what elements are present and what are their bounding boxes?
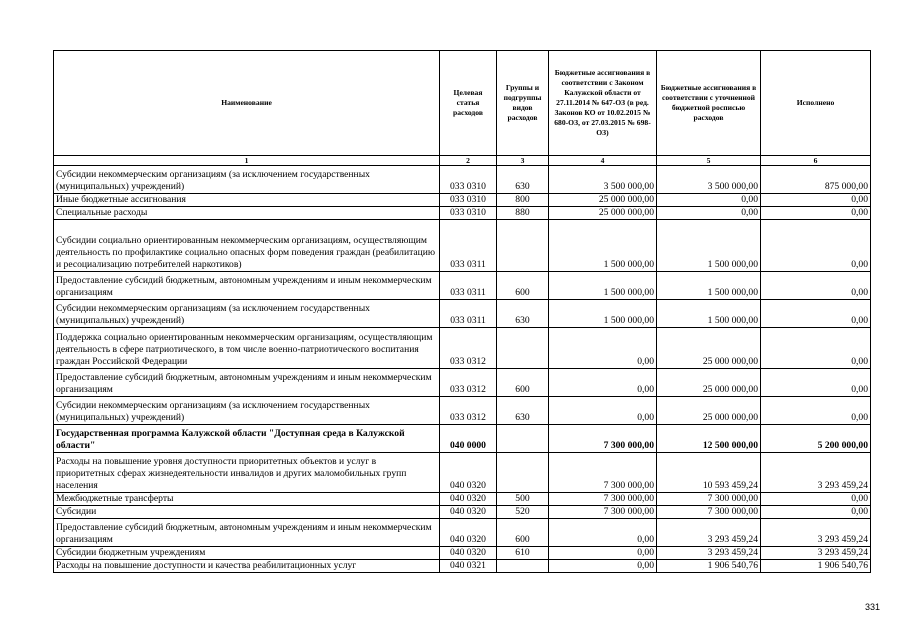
page-number: 331 [864, 602, 880, 612]
row-target-article: 033 0311 [440, 300, 497, 328]
header-expense-groups: Группы и подгруппы видов расходов [497, 51, 549, 156]
row-name: Субсидии социально ориентированным некоммерческим организациям, осуществляющим деятельность по профилактике социально опасных форм поведения граждан (реабилитацию и ресоциализацию потребителей наркотиков) [54, 220, 440, 272]
table-row [54, 560, 871, 573]
table-header-row [54, 51, 871, 156]
column-number: 1 [54, 156, 440, 166]
row-executed: 3 293 459,24 [761, 453, 871, 493]
row-executed: 0,00 [761, 207, 871, 220]
row-budget-refined: 1 500 000,00 [657, 300, 761, 328]
row-target-article: 040 0320 [440, 547, 497, 560]
row-executed: 1 906 540,76 [761, 560, 871, 573]
row-executed: 0,00 [761, 220, 871, 272]
row-executed: 875 000,00 [761, 166, 871, 194]
row-budget-law: 7 300 000,00 [549, 493, 657, 506]
row-target-article: 033 0312 [440, 397, 497, 425]
table-row [54, 453, 871, 493]
row-budget-law: 25 000 000,00 [549, 207, 657, 220]
row-budget-law: 25 000 000,00 [549, 194, 657, 207]
column-number: 4 [549, 156, 657, 166]
table-row [54, 397, 871, 425]
row-expense-group: 630 [497, 397, 549, 425]
row-executed: 3 293 459,24 [761, 519, 871, 547]
table-row [54, 194, 871, 207]
row-target-article: 033 0310 [440, 166, 497, 194]
row-name: Специальные расходы [54, 207, 440, 220]
row-name: Предоставление субсидий бюджетным, автономным учреждениям и иным некоммерческим организациям [54, 519, 440, 547]
row-name: Межбюджетные трансферты [54, 493, 440, 506]
row-expense-group: 630 [497, 166, 549, 194]
row-expense-group: 880 [497, 207, 549, 220]
row-budget-law: 0,00 [549, 369, 657, 397]
row-name: Поддержка социально ориентированным некоммерческим организациям, осуществляющим деятельность в сфере патриотического, в том числе военно-патриотического воспитания граждан Российской Федерации [54, 328, 440, 369]
row-expense-group: 610 [497, 547, 549, 560]
row-budget-refined: 25 000 000,00 [657, 369, 761, 397]
row-budget-refined: 7 300 000,00 [657, 493, 761, 506]
row-budget-law: 7 300 000,00 [549, 425, 657, 453]
table-row [54, 369, 871, 397]
row-budget-refined: 25 000 000,00 [657, 397, 761, 425]
row-budget-law: 7 300 000,00 [549, 453, 657, 493]
budget-table [53, 50, 871, 573]
row-target-article: 033 0311 [440, 220, 497, 272]
row-name: Расходы на повышение уровня доступности приоритетных объектов и услуг в приоритетных сферах жизнедеятельности инвалидов и других маломобильных групп населения [54, 453, 440, 493]
row-name: Субсидии некоммерческим организациям (за исключением государственных (муниципальных) учреждений) [54, 397, 440, 425]
row-name: Субсидии бюджетным учреждениям [54, 547, 440, 560]
row-target-article: 040 0321 [440, 560, 497, 573]
row-expense-group: 600 [497, 369, 549, 397]
column-number: 5 [657, 156, 761, 166]
header-name: Наименование [54, 51, 440, 156]
row-target-article: 040 0320 [440, 506, 497, 519]
table-row [54, 272, 871, 300]
row-name: Расходы на повышение доступности и качества реабилитационных услуг [54, 560, 440, 573]
row-budget-refined: 3 293 459,24 [657, 519, 761, 547]
row-target-article: 040 0320 [440, 453, 497, 493]
row-executed: 0,00 [761, 506, 871, 519]
row-budget-law: 0,00 [549, 328, 657, 369]
row-budget-refined: 0,00 [657, 194, 761, 207]
row-budget-refined: 25 000 000,00 [657, 328, 761, 369]
row-executed: 5 200 000,00 [761, 425, 871, 453]
row-executed: 0,00 [761, 493, 871, 506]
row-budget-law: 7 300 000,00 [549, 506, 657, 519]
row-budget-law: 0,00 [549, 547, 657, 560]
column-number: 3 [497, 156, 549, 166]
row-expense-group: 520 [497, 506, 549, 519]
table-row [54, 166, 871, 194]
header-budget-law: Бюджетные ассигнования в соответствии с Законом Калужской области от 27.11.2014 № 647-ОЗ (в ред. Законов КО от 10.02.2015 № 680-ОЗ, от 27.03.2015 № 698-ОЗ) [549, 51, 657, 156]
row-executed: 0,00 [761, 272, 871, 300]
row-executed: 3 293 459,24 [761, 547, 871, 560]
row-target-article: 033 0311 [440, 272, 497, 300]
row-name: Субсидии [54, 506, 440, 519]
row-expense-group [497, 220, 549, 272]
row-target-article: 033 0310 [440, 194, 497, 207]
row-expense-group [497, 560, 549, 573]
row-budget-law: 0,00 [549, 397, 657, 425]
row-target-article: 040 0320 [440, 519, 497, 547]
table-row [54, 425, 871, 453]
column-number: 6 [761, 156, 871, 166]
table-row [54, 220, 871, 272]
row-target-article: 033 0310 [440, 207, 497, 220]
row-executed: 0,00 [761, 397, 871, 425]
row-budget-law: 0,00 [549, 519, 657, 547]
column-numbers-row [54, 156, 871, 166]
table-row [54, 207, 871, 220]
row-executed: 0,00 [761, 369, 871, 397]
table-row [54, 328, 871, 369]
row-name: Субсидии некоммерческим организациям (за исключением государственных (муниципальных) учреждений) [54, 300, 440, 328]
row-expense-group [497, 425, 549, 453]
row-budget-refined: 3 500 000,00 [657, 166, 761, 194]
row-expense-group: 600 [497, 272, 549, 300]
row-target-article: 040 0000 [440, 425, 497, 453]
row-name: Субсидии некоммерческим организациям (за исключением государственных (муниципальных) учреждений) [54, 166, 440, 194]
row-executed: 0,00 [761, 328, 871, 369]
row-expense-group [497, 453, 549, 493]
row-budget-law: 1 500 000,00 [549, 220, 657, 272]
table-row [54, 493, 871, 506]
row-budget-refined: 7 300 000,00 [657, 506, 761, 519]
table-row [54, 547, 871, 560]
row-budget-refined: 12 500 000,00 [657, 425, 761, 453]
row-expense-group: 600 [497, 519, 549, 547]
row-budget-refined: 1 500 000,00 [657, 220, 761, 272]
row-name: Предоставление субсидий бюджетным, автономным учреждениям и иным некоммерческим организациям [54, 369, 440, 397]
table-row [54, 300, 871, 328]
row-name: Предоставление субсидий бюджетным, автономным учреждениям и иным некоммерческим организациям [54, 272, 440, 300]
row-target-article: 033 0312 [440, 369, 497, 397]
row-expense-group: 630 [497, 300, 549, 328]
row-name: Иные бюджетные ассигнования [54, 194, 440, 207]
row-budget-law: 3 500 000,00 [549, 166, 657, 194]
header-budget-refined: Бюджетные ассигнования в соответствии с уточненной бюджетной росписью расходов [657, 51, 761, 156]
table-row [54, 519, 871, 547]
row-target-article: 033 0312 [440, 328, 497, 369]
row-budget-law: 0,00 [549, 560, 657, 573]
row-budget-refined: 1 500 000,00 [657, 272, 761, 300]
row-expense-group [497, 328, 549, 369]
row-budget-law: 1 500 000,00 [549, 300, 657, 328]
column-number: 2 [440, 156, 497, 166]
row-budget-refined: 10 593 459,24 [657, 453, 761, 493]
row-executed: 0,00 [761, 300, 871, 328]
table-row [54, 506, 871, 519]
row-target-article: 040 0320 [440, 493, 497, 506]
header-executed: Исполнено [761, 51, 871, 156]
row-budget-law: 1 500 000,00 [549, 272, 657, 300]
row-name: Государственная программа Калужской области "Доступная среда в Калужской области" [54, 425, 440, 453]
row-budget-refined: 1 906 540,76 [657, 560, 761, 573]
header-target-article: Целевая статья расходов [440, 51, 497, 156]
row-budget-refined: 3 293 459,24 [657, 547, 761, 560]
row-expense-group: 500 [497, 493, 549, 506]
row-executed: 0,00 [761, 194, 871, 207]
row-expense-group: 800 [497, 194, 549, 207]
row-budget-refined: 0,00 [657, 207, 761, 220]
